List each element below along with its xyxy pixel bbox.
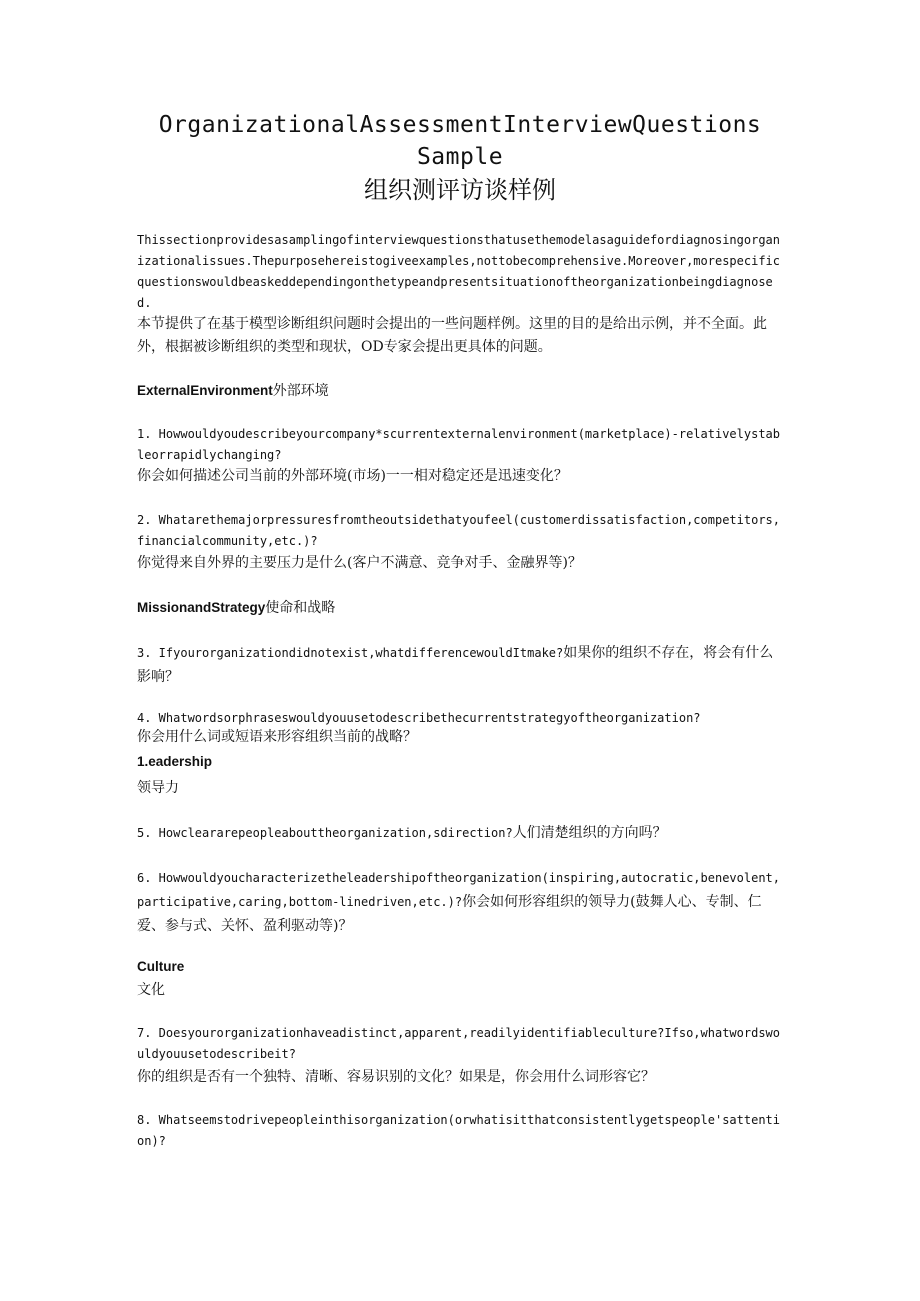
question-5-chinese: 人们清楚组织的方向吗？ — [512, 825, 667, 841]
section-heading-cn: 使命和战略 — [265, 600, 336, 616]
document-title-chinese: 组织测评访谈样例 — [364, 176, 556, 204]
section-heading-cn: 外部环境 — [272, 383, 329, 399]
question-3-chinese: 如果你的组织不存在，将会有什么影响？ — [137, 645, 774, 685]
section-heading-leadership: 1.eadership — [137, 754, 213, 769]
section-heading-culture-cn: 文化 — [137, 982, 165, 998]
intro-english: Thissectionprovidesasamplingofinterviewquestionsthatusethemodelasaguidefordiagnosingorganizationalissues.Thepurposehereistogiveexamples,nottobecomprehensive.Moreover,morespecificquestionswouldbeaskeddependingonthetypeandpresentsituationoftheorganizationbeingdiagnosed. — [137, 233, 780, 310]
question-3 — [137, 641, 782, 689]
question-1-chinese: 你会如何描述公司当前的外部环境(市场)一一相对稳定还是迅速变化？ — [137, 468, 568, 484]
question-6 — [137, 866, 782, 938]
question-6-chinese: 你会如何形容组织的领导力(鼓舞人心、专制、仁爱、参与式、关怀、盈利驱动等)？ — [137, 894, 762, 934]
question-5-english: 5. Howcleararepeopleabouttheorganization,sdirection? — [137, 826, 513, 840]
question-7-english: 7. Doesyourorganizationhaveadistinct,apparent,readilyidentifiableculture?Ifso,whatwordswouldyouusetodescribeit? — [137, 1026, 780, 1061]
question-6-english: 6. Howwouldyoucharacterizetheleadershipoftheorganization(inspiring,autocratic,benevolent,participative,caring,bottom-linedriven,etc.)? — [137, 871, 780, 909]
document-title-line2: Sample — [416, 144, 504, 170]
question-2-english: 2. Whatarethemajorpressuresfromtheoutsidethatyoufeel(customerdissatisfaction,competitors,financialcommunity,etc.)? — [137, 513, 780, 548]
question-4-english: 4. Whatwordsorphraseswouldyouusetodescribethecurrentstrategyoftheorganization? — [137, 711, 701, 725]
section-heading-en: ExternalEnvironment — [137, 383, 273, 398]
section-heading-external-environment — [137, 381, 782, 401]
section-heading-leadership-cn: 领导力 — [137, 780, 179, 796]
question-7-chinese: 你的组织是否有一个独特、清晰、容易识别的文化？如果是，你会用什么词形容它？ — [137, 1069, 655, 1085]
question-3-english: 3. Ifyourorganizationdidnotexist,whatdifferencewouldItmake? — [137, 646, 564, 660]
section-heading-culture: Culture — [137, 959, 185, 974]
intro-chinese: 本节提供了在基于模型诊断组织问题时会提出的一些问题样例。这里的目的是给出示例，并不全面。此外，根据被诊断组织的类型和现状，OD专家会提出更具体的问题。 — [137, 316, 767, 355]
section-heading-mission-strategy — [137, 598, 782, 618]
question-2-chinese: 你觉得来自外界的主要压力是什么(客户不满意、竞争对手、金融界等)？ — [137, 555, 582, 571]
section-heading-en: MissionandStrategy — [137, 600, 266, 615]
document-title-line1: OrganizationalAssessmentInterviewQuestions — [158, 112, 762, 138]
question-8-english: 8. Whatseemstodrivepeopleinthisorganization(orwhatisitthatconsistentlygetspeople'sattention)? — [137, 1113, 780, 1148]
question-4-chinese: 你会用什么词或短语来形容组织当前的战略？ — [137, 729, 417, 745]
question-1-english: 1. Howwouldyoudescribeyourcompany*scurrentexternalenvironment(marketplace)-relativelystableorrapidlychanging? — [137, 427, 780, 462]
question-5 — [137, 821, 782, 845]
